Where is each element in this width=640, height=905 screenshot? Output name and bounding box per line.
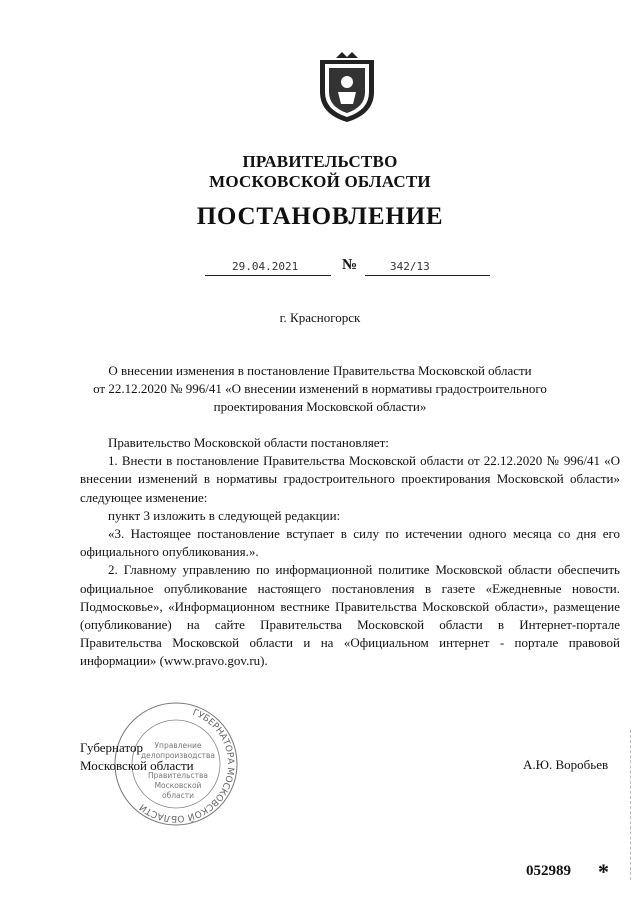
signatory-position-line: Московской области <box>80 758 194 773</box>
subject-line: О внесении изменения в постановление Правительства Московской области <box>108 363 532 378</box>
registration-line <box>205 257 495 278</box>
amendment-text-paragraph: «3. Настоящее постановление вступает в силу по истечении одного месяца со дня его официального опубликования.». <box>80 526 620 560</box>
organization-name-line2: МОСКОВСКОЙ ОБЛАСТИ <box>209 172 431 191</box>
clause-1-paragraph: 1. Внести в постановление Правительства Московской области от 22.12.2020 № 996/41 «О внесении изменений в нормативы градостроительного проектирования Московской области» следующее изменение: <box>80 453 620 505</box>
star-mark: * <box>598 859 609 884</box>
city: г. Красногорск <box>279 310 361 325</box>
document-type-title: ПОСТАНОВЛЕНИЕ <box>196 203 444 230</box>
preamble-paragraph: Правительство Московской области постановляет: <box>108 435 389 450</box>
signatory-position-line: Губернатор <box>80 740 143 755</box>
seal-inner-line: делопроизводства <box>140 751 216 760</box>
document-date: 29.04.2021 <box>232 260 299 273</box>
clause-2-paragraph: 2. Главному управлению по информационной политике Московской области обеспечить официальное опубликование настоящего постановления в газете «Ежедневные новости. Подмосковье», «Информационном вестнике Правительства Московской области», размещение (опубликование) на сайте Правительства Московской области в Интернет-портале Правительства Московской области и на «Официальном интернет - портале правовой информации» (www.pravo.gov.ru). <box>80 562 620 669</box>
amendment-intro-paragraph: пункт 3 изложить в следующей редакции: <box>108 507 341 523</box>
subject-line: проектирования Московской области» <box>213 399 427 414</box>
subject-line: от 22.12.2020 № 996/41 «О внесении изменений в нормативы градостроительного <box>93 381 547 396</box>
form-serial-number: 052989 <box>526 863 571 879</box>
number-sign: № <box>342 257 358 273</box>
scan-edge-line <box>630 730 633 880</box>
seal-inner-line: Управление <box>154 741 202 750</box>
seal-inner-line: Московской <box>154 781 202 790</box>
document-body <box>80 434 620 671</box>
document-subject <box>80 362 560 416</box>
seal-ring-text: ГУБЕРНАТОРА МОСКОВСКОЙ ОБЛАСТИ <box>138 707 236 824</box>
seal-inner-line: области <box>162 791 194 800</box>
signatory-position <box>80 739 194 775</box>
organization-name-line1: ПРАВИТЕЛЬСТВО <box>242 152 398 171</box>
number-underline <box>365 275 490 276</box>
date-underline <box>205 275 331 276</box>
document-number: 342/13 <box>390 260 430 273</box>
coat-of-arms-emblem <box>316 52 378 124</box>
seal-inner-line: Правительства <box>148 771 208 780</box>
signatory-name: А.Ю. Воробьев <box>523 757 609 772</box>
